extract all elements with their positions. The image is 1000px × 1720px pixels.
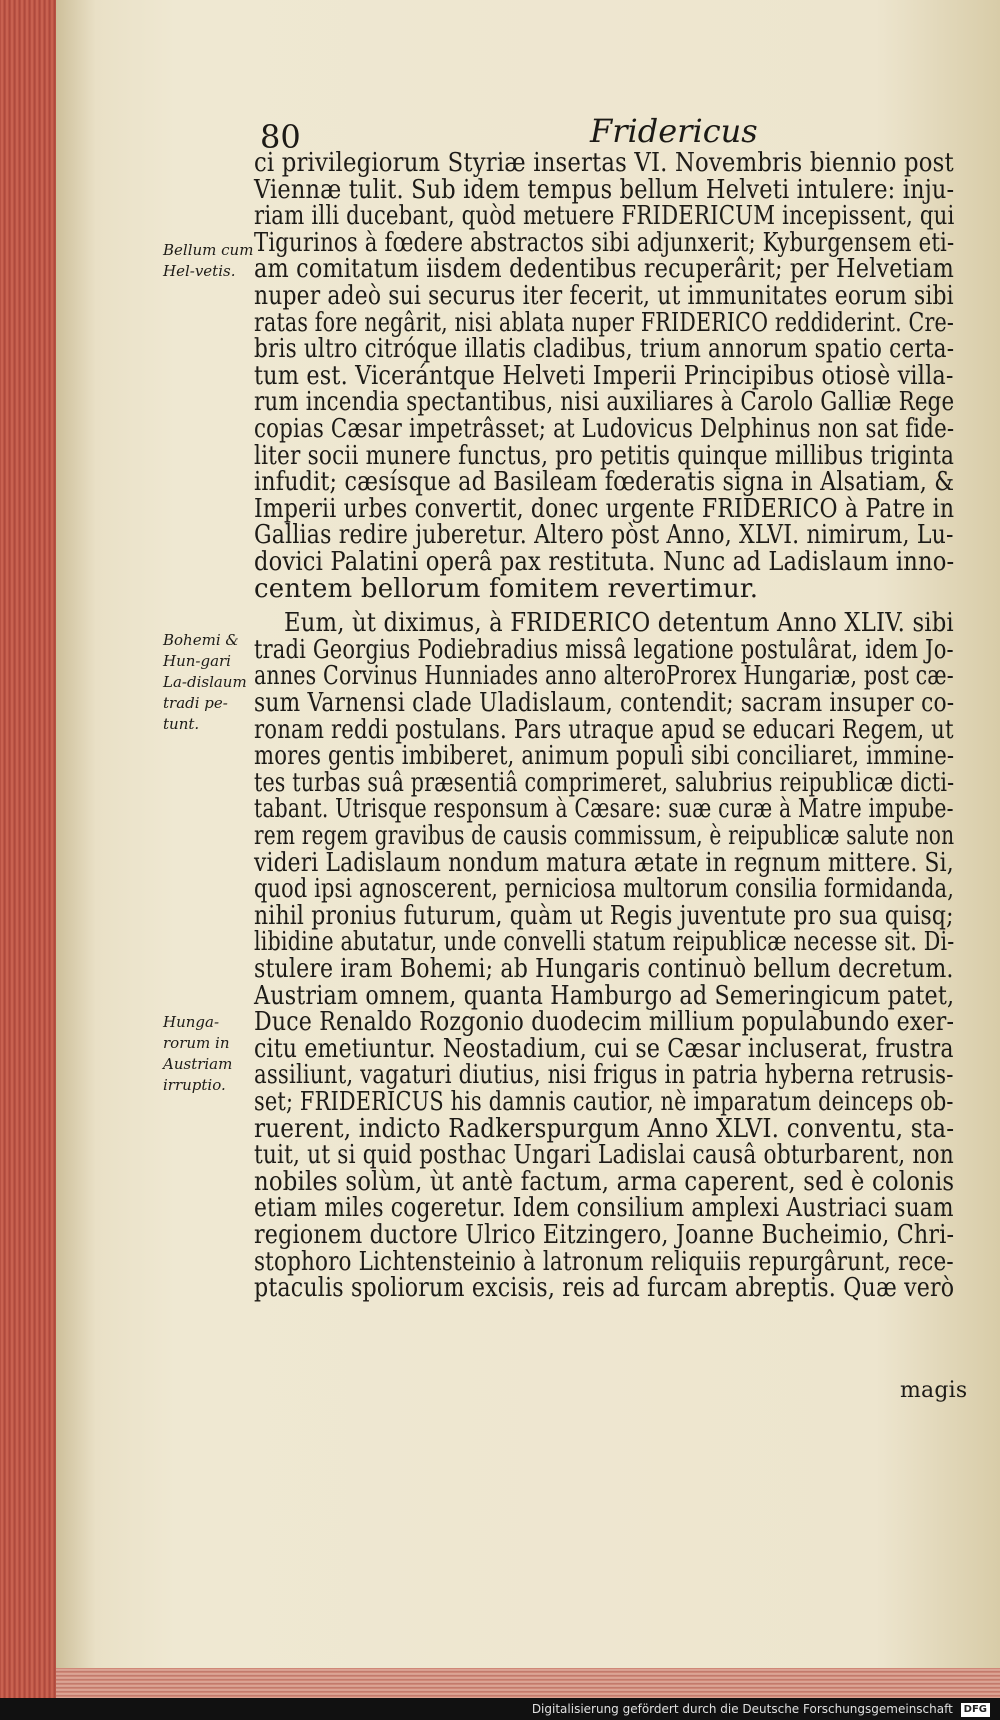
text-line: Imperii urbes convertit, donec urgente FRIDERICO à Patre in (254, 493, 955, 524)
text-line: Duce Renaldo Rozgonio duodecim millium populabundo exer- (254, 1007, 955, 1038)
margin-note-bellum: Bellum cum Hel-vetis. (163, 241, 254, 280)
margin-note-hungarorum: Hunga-rorum in Austriam irruptio. (163, 1013, 233, 1094)
text-line: etiam miles cogeretur. Idem consilium amplexi Austriaci suam (254, 1193, 954, 1224)
text-line: liter socii munere functus, pro petitis quinque millibus triginta (254, 440, 955, 471)
page-edge-left (0, 0, 56, 1700)
text-line: ratas fore negârit, nisi ablata nuper FRIDERICO reddiderint. Cre- (254, 307, 954, 338)
text-line: ptaculis spoliorum excisis, reis ad furcam abreptis. Quæ verò (254, 1273, 955, 1304)
text-line: nobiles solùm, ùt antè factum, arma caperent, sed è colonis (254, 1166, 955, 1197)
text-line: Gallias redire juberetur. Altero pòst Anno, XLVI. nimirum, Lu- (254, 520, 954, 551)
text-line: Eum, ùt diximus, à FRIDERICO detentum Anno XLIV. sibi (284, 608, 954, 639)
margin-note-bohemi: Bohemi & Hun-gari La-dislaum tradi pe-tunt. (163, 631, 247, 733)
text-line: annes Corvinus Hunniades anno alteroProrex Hungariæ, post cæ- (254, 661, 954, 692)
text-line: libidine abutatur, unde convelli statum reipublicæ necesse sit. Di- (254, 927, 955, 958)
text-line: nihil pronius futurum, quàm ut Regis juventute pro sua quisq; (254, 900, 954, 931)
page-number: 80 (260, 118, 301, 156)
text-line: centem bellorum fomitem revertimur. (254, 573, 759, 604)
text-line: tum est. Vicerántque Helveti Imperii Principibus otiosè villa- (254, 360, 954, 391)
text-line: videri Ladislaum nondum matura ætate in regnum mittere. Si, (254, 847, 954, 878)
text-line: mores gentis imbiberet, animum populi sibi conciliaret, immine- (254, 741, 955, 772)
text-line: am comitatum iisdem dedentibus recuperârit; per Helvetiam (254, 254, 954, 285)
text-line: Viennæ tulit. Sub idem tempus bellum Helveti intulere: inju- (254, 174, 955, 205)
text-line: stophoro Lichtensteinio à latronum reliquiis repurgârunt, rece- (254, 1246, 954, 1277)
dfg-logo: DFG (961, 1703, 990, 1717)
text-line: ronam reddi postulans. Pars utraque apud se educari Regem, ut (254, 714, 954, 745)
text-line: tuit, ut si quid posthac Ungari Ladislai causâ obturbarent, non (254, 1140, 954, 1171)
text-line: set; FRIDERICUS his damnis cautior, nè imparatum deinceps ob- (254, 1087, 954, 1117)
text-line: regionem ductore Ulrico Eitzingero, Joanne Bucheimio, Chri- (254, 1220, 955, 1250)
footer-credit: Digitalisierung gefördert durch die Deutsche Forschungsgemeinschaft (531, 1702, 953, 1716)
text-line: Tigurinos à fœdere abstractos sibi adjunxerit; Kyburgensem eti- (254, 227, 955, 258)
text-line: infudit; cæsísque ad Basileam fœderatis signa in Alsatiam, & (254, 467, 955, 498)
text-line: ci privilegiorum Styriæ insertas VI. Novembris biennio post (254, 148, 954, 178)
text-line: rem regem gravibus de causis commissum, è reipublicæ salute non (254, 821, 955, 851)
catchword: magis (900, 1378, 968, 1403)
text-line: bris ultro citróque illatis cladibus, trium annorum spatio certa- (254, 334, 955, 365)
text-line: stulere iram Bohemi; ab Hungaris continuò bellum decretum. (254, 954, 954, 984)
text-line: riam illi ducebant, quòd metuere FRIDERICUM incepissent, qui (254, 201, 955, 232)
text-line: Austriam omnem, quanta Hamburgo ad Semeringicum patet, (254, 980, 955, 1011)
text-line: copias Cæsar impetrâsset; at Ludovicus Delphinus non sat fide- (254, 414, 955, 444)
text-line: tabant. Utrisque responsum à Cæsare: suæ curæ à Matre impube- (254, 794, 954, 825)
running-head: Fridericus (590, 112, 758, 150)
text-line: sum Varnensi clade Uladislaum, contendit; sacram insuper co- (254, 688, 955, 718)
text-line: ruerent, indicto Radkerspurgum Anno XLVI. conventu, sta- (254, 1113, 955, 1144)
page-edge-bottom (56, 1668, 1000, 1698)
text-line: tradi Georgius Podiebradius missâ legatione postulârat, idem Jo- (254, 634, 954, 665)
text-line: nuper adeò sui securus iter fecerit, ut immunitates eorum sibi (254, 281, 954, 311)
text-line: dovici Palatini operâ pax restituta. Nunc ad Ladislaum inno- (254, 547, 955, 577)
text-line: assiliunt, vagaturi diutius, nisi frigus in patria hyberna retrusis- (254, 1060, 954, 1091)
text-line: quod ipsi agnoscerent, perniciosa multorum consilia formidanda, (254, 874, 955, 905)
text-line: rum incendia spectantibus, nisi auxiliares à Carolo Galliæ Rege (254, 387, 955, 418)
footer-bar (0, 1698, 1000, 1720)
text-line: tes turbas suâ præsentiâ comprimeret, salubrius reipublicæ dicti- (254, 767, 955, 798)
text-line: citu emetiuntur. Neostadium, cui se Cæsar incluserat, frustra (254, 1033, 954, 1064)
